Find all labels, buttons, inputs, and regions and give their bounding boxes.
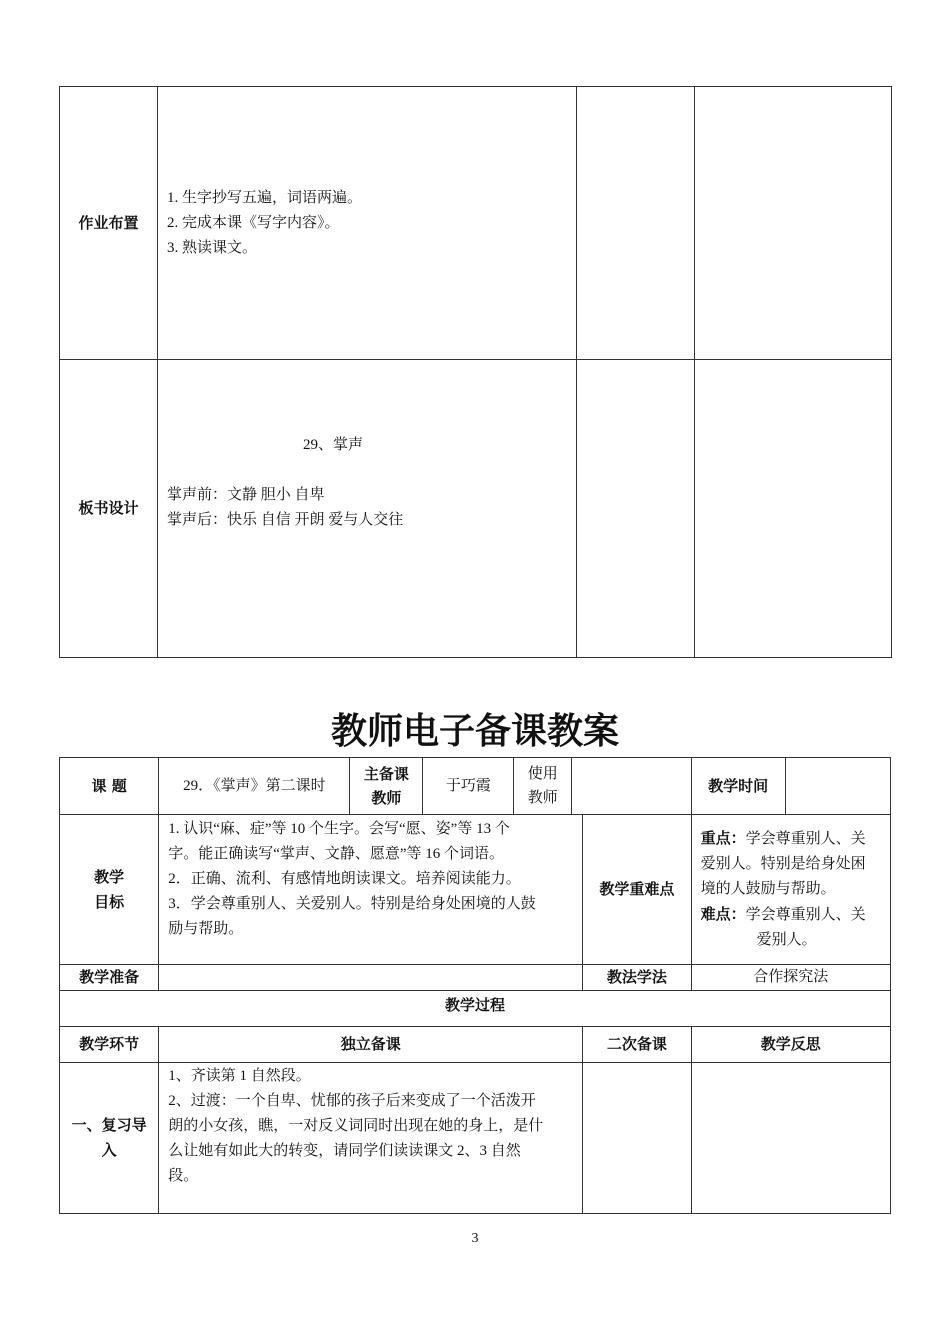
stage-1-label: 一、复习导 入 bbox=[60, 1063, 159, 1214]
difficulty-key: 难点： bbox=[700, 905, 746, 923]
goal-line: 1. 认识“麻、症”等 10 个生字。会写“愿、姿”等 13 个 bbox=[168, 821, 510, 837]
key-points-label: 教学重难点 bbox=[583, 815, 691, 965]
stage-1-row bbox=[60, 1063, 891, 1214]
user-teacher-label: 使用 教师 bbox=[514, 758, 572, 815]
homework-item: 2. 完成本课《写字内容》。 bbox=[167, 214, 340, 231]
board-line-before: 掌声前：文静 胆小 自卑 bbox=[167, 487, 325, 503]
teaching-time-label: 教学时间 bbox=[691, 758, 785, 815]
focus-key: 重点： bbox=[700, 829, 746, 847]
goals-row bbox=[60, 815, 891, 965]
teaching-goals-content bbox=[159, 815, 583, 965]
difficulty-text: 学会尊重别人、关 bbox=[745, 907, 866, 923]
process-row bbox=[60, 991, 891, 1027]
homework-label: 作业布置 bbox=[60, 87, 158, 360]
lead-teacher-value: 于巧霞 bbox=[423, 758, 514, 815]
topic-value: 29．《掌声》第二课时 bbox=[159, 758, 350, 815]
column-header-row bbox=[60, 1027, 891, 1063]
homework-second-prep-cell bbox=[577, 87, 695, 360]
focus-text: 爱别人。特别是给身处困 bbox=[700, 856, 866, 872]
goal-line: 3．学会尊重别人、关爱别人。特别是给身处困境的人鼓 bbox=[168, 896, 536, 912]
focus-text: 境的人鼓励与帮助。 bbox=[700, 881, 836, 897]
teaching-prep-label: 教学准备 bbox=[60, 965, 159, 991]
stage-1-line: 2、过渡：一个自卑、忧郁的孩子后来变成了一个活泼开 bbox=[168, 1093, 536, 1109]
teaching-prep-value bbox=[159, 965, 583, 991]
key-points-content bbox=[691, 815, 890, 965]
col-header-stage: 教学环节 bbox=[60, 1027, 159, 1063]
stage-1-line: 段。 bbox=[168, 1168, 199, 1184]
board-second-prep-cell bbox=[577, 360, 695, 658]
stage-1-line: 1、齐读第 1 自然段。 bbox=[168, 1068, 311, 1084]
topic-row bbox=[60, 758, 891, 815]
lesson-plan-table bbox=[59, 757, 891, 1214]
board-design-label: 板书设计 bbox=[60, 360, 158, 658]
homework-row bbox=[60, 87, 892, 360]
stage-1-reflection-cell bbox=[691, 1063, 890, 1214]
teaching-goals-label: 教学 目标 bbox=[60, 815, 159, 965]
document-title: 教师电子备课教案 bbox=[330, 711, 619, 752]
homework-item: 3. 熟读课文。 bbox=[167, 239, 258, 256]
board-title: 29、掌声 bbox=[303, 437, 364, 453]
stage-1-line: 朗的小女孩，瞧，一对反义词同时出现在她的身上，是什 bbox=[168, 1118, 544, 1134]
stage-1-line: 么让她有如此大的转变，请同学们读读课文 2、3 自然 bbox=[168, 1143, 521, 1159]
stage-1-second-prep-cell bbox=[583, 1063, 691, 1214]
col-header-second-prep: 二次备课 bbox=[583, 1027, 691, 1063]
topic-label: 课 题 bbox=[60, 758, 159, 815]
user-teacher-value bbox=[572, 758, 691, 815]
col-header-reflection: 教学反思 bbox=[691, 1027, 890, 1063]
board-design-content bbox=[158, 360, 577, 658]
col-header-independent-prep: 独立备课 bbox=[159, 1027, 583, 1063]
focus-text: 学会尊重别人、关 bbox=[745, 831, 866, 847]
prep-row bbox=[60, 965, 891, 991]
homework-item: 1. 生字抄写五遍，词语两遍。 bbox=[167, 189, 363, 206]
teaching-method-value: 合作探究法 bbox=[691, 965, 890, 991]
homework-reflection-cell bbox=[695, 87, 892, 360]
stage-1-content bbox=[159, 1063, 583, 1214]
lead-teacher-label: 主备课 教师 bbox=[350, 758, 423, 815]
board-reflection-cell bbox=[695, 360, 892, 658]
goal-line: 字。能正确读写“掌声、文静、愿意”等 16 个词语。 bbox=[168, 846, 505, 862]
homework-content bbox=[158, 87, 577, 360]
page-number: 3 bbox=[471, 1231, 479, 1246]
goal-line: 2．正确、流利、有感情地朗读课文。培养阅读能力。 bbox=[168, 871, 521, 887]
teaching-time-value bbox=[785, 758, 890, 815]
board-design-row bbox=[60, 360, 892, 658]
previous-lesson-table bbox=[59, 86, 892, 658]
teaching-method-label: 教法学法 bbox=[583, 965, 691, 991]
difficulty-text: 爱别人。 bbox=[756, 932, 817, 948]
board-line-after: 掌声后：快乐 自信 开朗 爱与人交往 bbox=[167, 512, 404, 528]
goal-line: 励与帮助。 bbox=[168, 921, 244, 937]
teaching-process-label: 教学过程 bbox=[60, 991, 891, 1027]
